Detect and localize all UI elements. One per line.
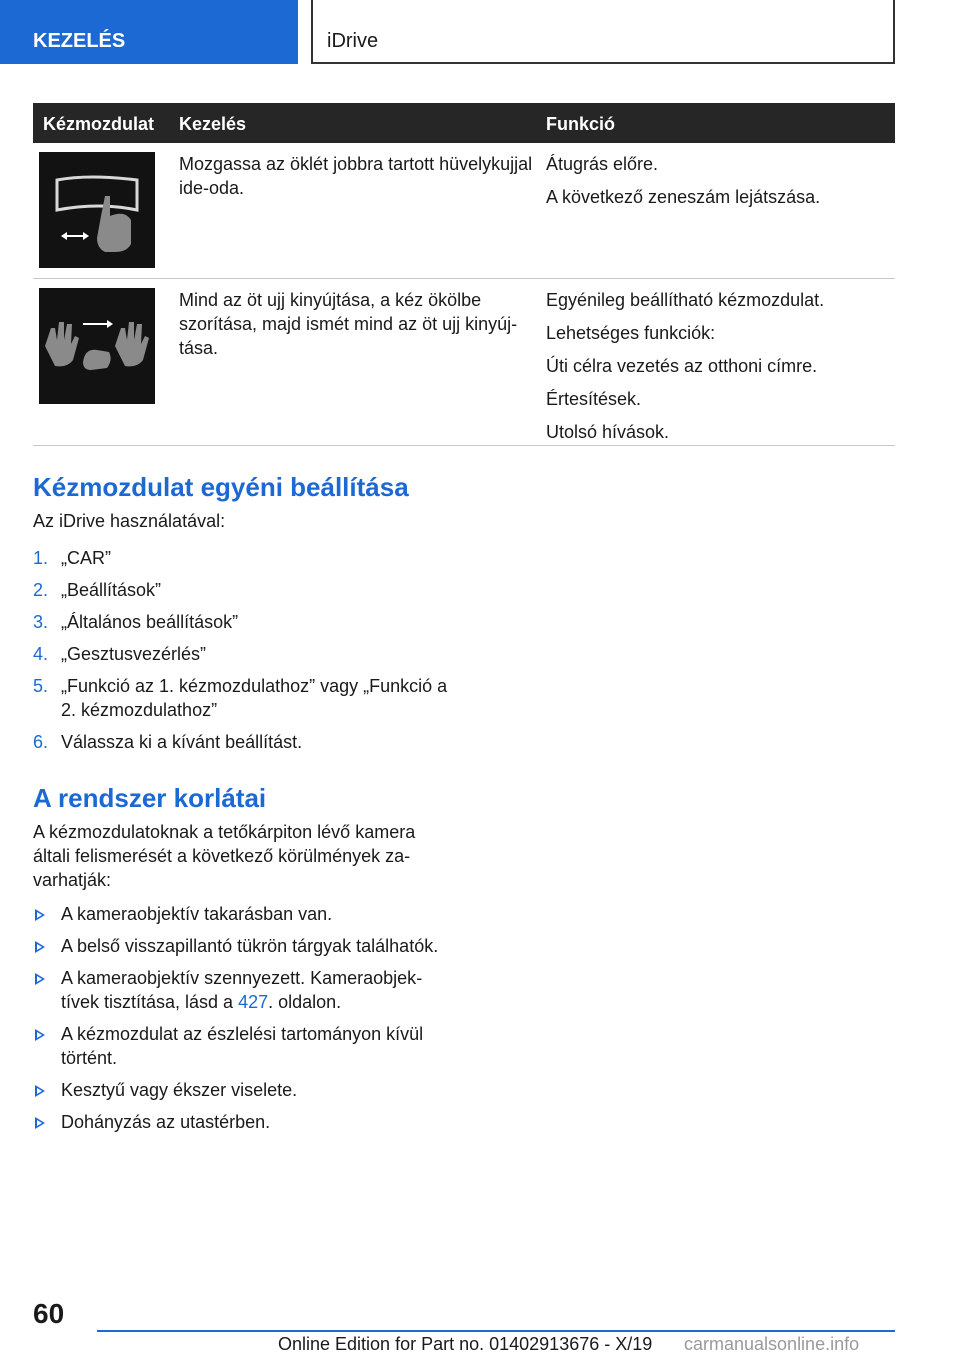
bullet-text: A kameraobjektív szennyezett. Kameraobjektívek tisztítása, lásd a [61,968,423,1012]
swipe-gesture-icon [39,152,155,268]
list-item [33,902,453,926]
step-number: 1. [33,548,49,568]
list-item [33,578,453,602]
step-text: „CAR” [61,548,111,568]
step-number: 3. [33,612,49,632]
function-line: Egyénileg beállítható kézmozdulat. [546,290,825,310]
table-row [33,143,895,279]
function-line: Utolsó hívások. [546,422,670,442]
bullet-text: A kézmozdulat az észlelési tartományon kívül történt. [61,1024,424,1068]
step-number: 4. [33,644,49,664]
section-heading-custom-gesture: Kézmozdulat egyéni beállítása [33,472,409,502]
function-line: Lehetséges funkciók: [546,323,716,343]
steps-list [33,546,453,762]
table-row [33,279,895,446]
list-item [33,934,453,958]
triangle-bullet-icon [35,1117,45,1129]
triangle-bullet-icon [35,973,45,985]
page-link[interactable]: 427 [238,992,269,1012]
function-line: Értesítések. [546,389,642,409]
list-item [33,674,453,722]
section-label: KEZELÉS [33,30,126,52]
step-text: „Gesztusvezérlés” [61,644,207,664]
section-tab [0,0,298,64]
triangle-bullet-icon [35,1029,45,1041]
step-text: „Funkció az 1. kézmozdulathoz” vagy „Funkció a 2. kézmozdulathoz” [61,676,448,720]
edition-note: Online Edition for Part no. 01402913676 - X/19 [278,1334,653,1354]
triangle-bullet-icon [35,909,45,921]
bullet-text: A kameraobjektív takarásban van. [61,904,333,924]
function-line: Úti célra vezetés az otthoni címre. [546,356,818,376]
list-item [33,642,453,666]
footer-divider [97,1330,895,1332]
table-header [33,103,895,143]
step-text: Válassza ki a kívánt beállítást. [61,732,303,752]
bullet-list [33,902,453,1142]
triangle-bullet-icon [35,1085,45,1097]
column-header-function: Funkció [546,114,616,134]
function-cell [546,288,886,453]
operation-cell: Mozgassa az öklét jobbra tartott hüvelykujjal ide-oda. [179,154,533,198]
function-line: Átugrás előre. [546,154,659,174]
list-item [33,1110,453,1134]
gesture-table [33,103,895,446]
step-number: 6. [33,732,49,752]
chapter-label: iDrive [327,30,379,52]
watermark: carmanualsonline.info [684,1334,860,1354]
list-item [33,730,453,754]
operation-cell: Mind az öt ujj kinyújtása, a kéz ökölbe szorítása, majd ismét mind az öt ujj kinyújtása. [179,290,518,358]
column-header-operation: Kezelés [179,114,247,134]
list-item [33,546,453,570]
list-item [33,1078,453,1102]
function-line: A következő zeneszám lejátszása. [546,187,821,207]
step-text: „Beállítások” [61,580,162,600]
page-number: 60 [33,1298,65,1329]
triangle-bullet-icon [35,941,45,953]
section-intro: Az iDrive használatával: [33,511,226,531]
bullet-text: Dohányzás az utastérben. [61,1112,271,1132]
bullet-text: Kesztyű vagy ékszer viselete. [61,1080,298,1100]
step-number: 5. [33,676,49,696]
bullet-text: . oldalon. [268,992,342,1012]
function-cell [546,152,886,218]
section-heading-system-limits: A rendszer korlátai [33,783,267,813]
list-item [33,610,453,634]
list-item [33,1022,453,1070]
bullet-text: A belső visszapillantó tükrön tárgyak találhatók. [61,936,439,956]
column-header-gesture: Kézmozdulat [43,114,155,134]
step-text: „Általános beállítások” [61,612,239,632]
chapter-header [311,0,895,64]
step-number: 2. [33,580,49,600]
list-item [33,966,453,1014]
section-intro: A kézmozdulatoknak a tetőkárpiton lévő kamera általi felismerését a következő körülmények zavarhatják: [33,822,416,890]
fist-open-gesture-icon [39,288,155,404]
